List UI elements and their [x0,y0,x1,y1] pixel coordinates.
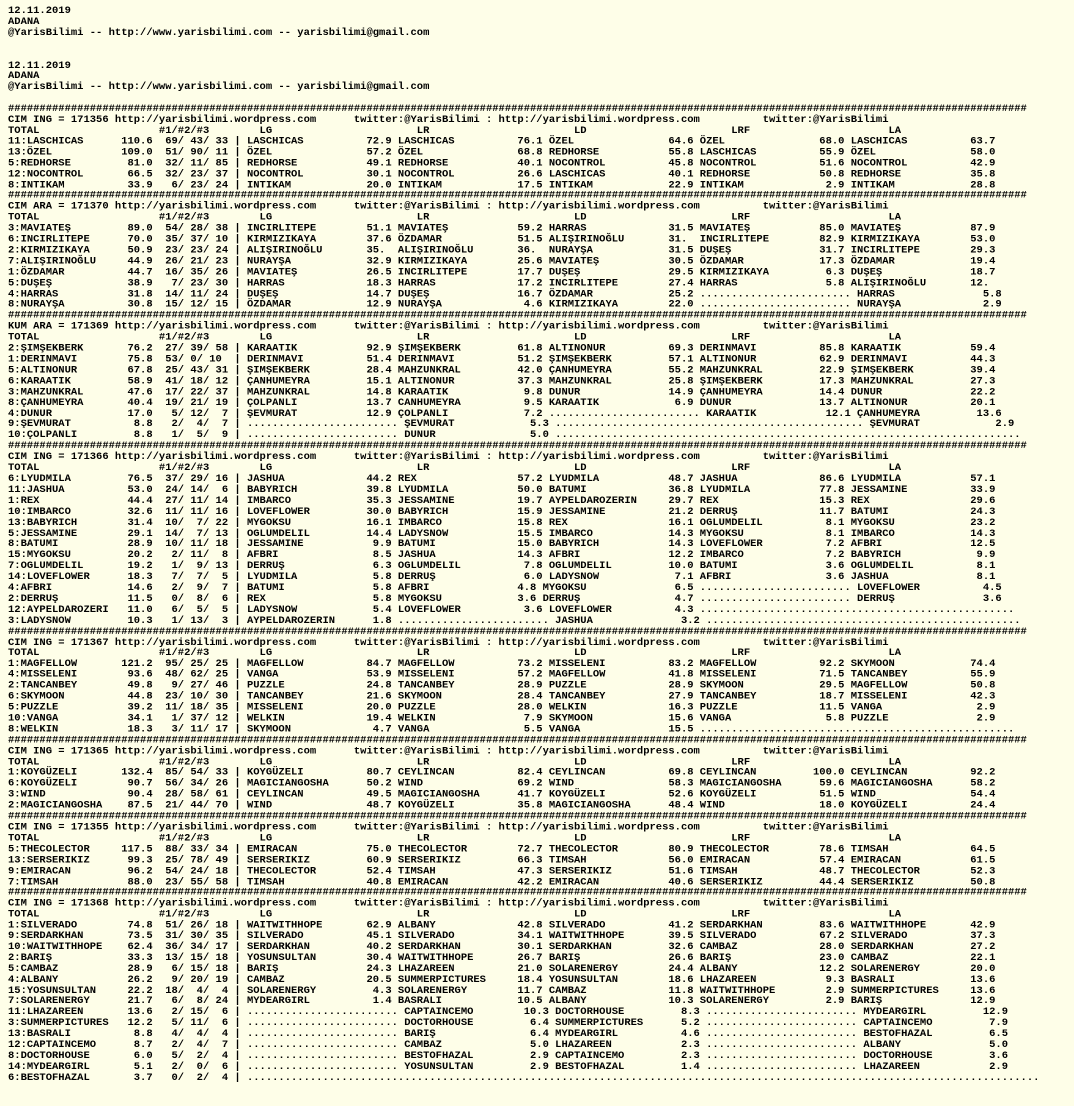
text-line: TOTAL #1/#2/#3 LG LR LD LRF LA [7,331,902,344]
text-line: CIM ING = 171365 http://yarisbilimi.wordpress.com twitter:@YarisBilimi : http://yarisbilimi.wordpress.com twitter:@YarisBilimi [7,745,889,758]
text-line: CIM ING = 171367 http://yarisbilimi.wordpress.com twitter:@YarisBilimi : http://yarisbilimi.wordpress.com twitter:@YarisBilimi [7,636,889,649]
text-line [8,39,1072,50]
text-line: 3:LADYSNOW 10.3 1/ 13/ 3 | AYPELDAROZERIN 1.8 ........................ JASHUA 3.2 .................................................. [7,614,1021,627]
text-line: TOTAL #1/#2/#3 LG LR LD LRF LA [7,647,902,660]
text-line: 14:LOVEFLOWER 18.3 7/ 7/ 5 | LYUDMILA 5.8 DERRUŞ 6.0 LADYSNOW 7.1 AFBRI 3.6 JASHUA 8.1 [7,571,996,584]
text-line: 6:LYUDMILA 76.5 37/ 29/ 16 | JASHUA 44.2 REX 57.2 LYUDMILA 48.7 JASHUA 86.6 LYUDMILA 57.1 [7,473,996,486]
section-divider: ################################################################################################################################################################## [7,190,1027,203]
text-line: 4:ALBANY 26.2 9/ 20/ 19 | CAMBAZ 20.5 SUMMERPICTURES 18.4 YOSUNSULTAN 18.6 LHAZAREEN 9.3 BASRALI 13.6 [7,973,996,986]
text-line: 2:ŞIMŞEKBERK 76.2 27/ 39/ 58 | KARAATIK 92.9 ŞIMŞEKBERK 61.8 ALTINONUR 69.3 DERINMAVI 85.8 KARAATIK 59.4 [7,342,996,355]
text-line: TOTAL #1/#2/#3 LG LR LD LRF LA [7,756,902,769]
text-line: 14:MYDEARGIRL 5.1 2/ 0/ 6 | ........................ YOSUNSULTAN 2.9 BESTOFHAZAL 1.4 ........................ LHAZAREEN 2.9 [7,1060,1008,1073]
text-line: 12:AYPELDAROZERI 11.0 6/ 5/ 5 | LADYSNOW 5.4 LOVEFLOWER 3.6 LOVEFLOWER 4.3 .................................................. [7,603,1015,616]
text-line: 1:MAGFELLOW 121.2 95/ 25/ 25 | MAGFELLOW 84.7 MAGFELLOW 73.2 MISSELENI 83.2 MAGFELLOW 92.2 SKYMOON 74.4 [7,658,996,671]
text-line: 1:SILVERADO 74.8 51/ 26/ 18 | WAITWITHHOPE 62.9 ALBANY 42.8 SILVERADO 41.2 SERDARKHAN 83.6 WAITWITHHOPE 42.9 [7,919,996,932]
text-line: 6:BESTOFHAZAL 3.7 0/ 2/ 4 | .............................................................................................................................. [7,1071,1040,1084]
text-line: ADANA [7,70,40,83]
text-line: CIM ING = 171356 http://yarisbilimi.wordpress.com twitter:@YarisBilimi : http://yarisbilimi.wordpress.com twitter:@YarisBilimi [7,113,889,126]
text-line: 13:BABYRICH 31.4 10/ 7/ 22 | MYGOKSU 16.1 IMBARCO 15.8 REX 16.1 OGLUMDELIL 8.1 MYGOKSU 23.2 [7,516,996,529]
text-line: 3:WIND 90.4 28/ 58/ 61 | CEYLINCAN 49.5 MAGICIANGOSHA 41.7 KOYGÜZELI 52.6 KOYGÜZELI 51.5 WIND 54.4 [7,788,996,801]
text-line: 3:MAHZUNKRAL 47.6 17/ 22/ 37 | MAHZUNKRAL 14.8 KARAATIK 9.8 DUNUR 14.9 ÇANHUMEYRA 14.4 DUNUR 22.2 [7,385,996,398]
text-line: 6:KARAATIK 58.9 41/ 18/ 12 | ÇANHUMEYRA 15.1 ALTINONUR 37.3 MAHZUNKRAL 25.8 ŞIMŞEKBERK 17.3 MAHZUNKRAL 27.3 [7,375,996,388]
text-line: 11:LHAZAREEN 13.6 2/ 15/ 6 | ........................ CAPTAINCEMO 10.3 DOCTORHOUSE 8.3 ........................ MYDEARGIRL 12.9 [7,1006,1008,1019]
text-line: 1:DERINMAVI 75.8 53/ 0/ 10 | DERINMAVI 51.4 DERINMAVI 51.2 ŞIMŞEKBERK 57.1 ALTINONUR 62.9 DERINMAVI 44.3 [7,353,996,366]
text-line: 7:SOLARENERGY 21.7 6/ 8/ 24 | MYDEARGIRL 1.4 BASRALI 10.5 ALBANY 10.3 SOLARENERGY 2.9 BARIŞ 12.9 [7,995,996,1008]
text-line: ADANA [7,15,40,28]
text-line: 2:DERRUŞ 11.5 0/ 8/ 6 | REX 5.8 MYGOKSU 3.6 DERRUŞ 4.7 ........................ DERRUŞ 3.6 [7,592,1002,605]
text-line: 2:BARIŞ 33.3 13/ 15/ 18 | YOSUNSULTAN 30.4 WAITWITHHOPE 26.7 BARIŞ 26.6 BARIŞ 23.0 CAMBAZ 22.1 [7,952,996,965]
text-line: 13:ÖZEL 109.0 51/ 90/ 11 | ÖZEL 57.2 ÖZEL 68.8 REDHORSE 55.8 LASCHICAS 55.9 ÖZEL 58.0 [7,146,996,159]
text-line: 9:ŞEVMURAT 8.8 2/ 4/ 7 | ........................ ŞEVMURAT 5.3 ................................................. ŞEVMURAT 2.9 [7,418,1015,431]
text-line: 8:DOCTORHOUSE 6.0 5/ 2/ 4 | ........................ BESTOFHAZAL 2.9 CAPTAINCEMO 2.3 ........................ DOCTORHOUSE 3.6 [7,1050,1008,1063]
section-divider: ################################################################################################################################################################## [7,625,1027,638]
section-divider: ################################################################################################################################################################## [7,810,1027,823]
text-line: 5:PUZZLE 39.2 11/ 18/ 35 | MISSELENI 20.0 PUZZLE 28.0 WELKIN 16.3 PUZZLE 11.5 VANGA 2.9 [7,701,996,714]
text-line: 13:BASRALI 8.8 4/ 4/ 4 | ........................ BARIŞ 6.4 MYDEARGIRL 4.6 ........................ BESTOFHAZAL 6.5 [7,1028,1008,1041]
text-line: 2:TANCANBEY 49.8 9/ 27/ 46 | PUZZLE 24.8 TANCANBEY 28.9 PUZZLE 28.9 SKYMOON 29.5 MAGFELLOW 50.8 [7,679,996,692]
text-line: 4:AFBRI 14.6 2/ 9/ 7 | BATUMI 5.8 AFBRI 4.8 MYGOKSU 6.5 ........................ LOVEFLOWER 4.5 [7,581,1002,594]
text-line: CIM ING = 171368 http://yarisbilimi.wordpress.com twitter:@YarisBilimi : http://yarisbilimi.wordpress.com twitter:@YarisBilimi [7,897,889,910]
text-line: 5:REDHORSE 81.0 32/ 11/ 85 | REDHORSE 49.1 REDHORSE 40.1 NOCONTROL 45.8 NOCONTROL 51.6 NOCONTROL 42.9 [7,157,996,170]
text-line: KUM ARA = 171369 http://yarisbilimi.wordpress.com twitter:@YarisBilimi : http://yarisbilimi.wordpress.com twitter:@YarisBilimi [7,320,889,333]
text-line: 7:OGLUMDELIL 19.2 1/ 9/ 13 | DERRUŞ 6.3 OGLUMDELIL 7.8 OGLUMDELIL 10.0 BATUMI 3.6 OGLUMDELIL 8.1 [7,560,996,573]
text-line: 7:ALIŞIRINOĞLU 44.9 26/ 21/ 23 | NURAYŞA 32.9 KIRMIZIKAYA 25.6 MAVIATEŞ 30.5 ÖZDAMAR 17.3 ÖZDAMAR 19.4 [7,255,996,268]
section-divider: ################################################################################################################################################################## [7,440,1027,453]
text-line: 8:ÇANHUMEYRA 40.4 19/ 21/ 19 | ÇOLPANLI 13.7 CANHUMEYRA 9.5 KARAATIK 6.9 DUNUR 13.7 ALTINONUR 20.1 [7,396,996,409]
text-line: CIM ING = 171366 http://yarisbilimi.wordpress.com twitter:@YarisBilimi : http://yarisbilimi.wordpress.com twitter:@YarisBilimi [7,451,889,464]
text-line: 6:KOYGÜZELI 90.7 56/ 34/ 26 | MAGICIANGOSHA 50.2 WIND 69.2 WIND 58.3 MAGICIANGOSHA 59.6 MAGICIANGOSHA 58.2 [7,777,996,790]
text-line: 12:CAPTAINCEMO 8.7 2/ 4/ 7 | ........................ CAMBAZ 5.0 LHAZAREEN 2.3 ........................ ALBANY 5.0 [7,1039,1008,1052]
text-line: 10:IMBARCO 32.6 11/ 11/ 16 | LOVEFLOWER 30.0 BABYRICH 15.9 JESSAMINE 21.2 DERRUŞ 11.7 BATUMI 24.3 [7,505,996,518]
text-line: 5:THECOLECTOR 117.5 88/ 33/ 34 | EMIRACAN 75.0 THECOLECTOR 72.7 THECOLECTOR 80.9 THECOLECTOR 78.6 TIMSAH 64.5 [7,843,996,856]
text-line: 13:SERSERIKIZ 99.3 25/ 78/ 49 | SERSERIKIZ 60.9 SERSERIKIZ 66.3 TIMSAH 56.0 EMIRACAN 57.4 EMIRACAN 61.5 [7,854,996,867]
text-line [8,50,1072,61]
section-divider: ################################################################################################################################################################## [7,102,1027,115]
text-line: 9:SERDARKHAN 73.5 31/ 30/ 35 | SILVERADO 45.1 SILVERADO 34.1 WAITWITHHOPE 39.5 SILVERADO 67.2 SILVERADO 37.3 [7,930,996,943]
text-line: 10:ÇOLPANLI 8.8 1/ 5/ 9 | ........................ DUNUR 5.0 .......................................................................... [7,429,1021,442]
text-line: 1:KOYGÜZELI 132.4 85/ 54/ 33 | KOYGÜZELI 80.7 CEYLINCAN 82.4 CEYLINCAN 69.8 CEYLINCAN 100.0 CEYLINCAN 92.2 [7,767,996,779]
text-line: 9:EMIRACAN 96.2 54/ 24/ 18 | THECOLECTOR 52.4 TIMSAH 47.3 SERSERIKIZ 51.6 TIMSAH 48.7 THECOLECTOR 52.3 [7,864,996,877]
text-line: 12.11.2019 [7,4,71,17]
text-line: 6:SKYMOON 44.8 23/ 10/ 30 | TANCANBEY 21.6 SKYMOON 28.4 TANCANBEY 27.9 TANCANBEY 18.7 MISSELENI 42.3 [7,690,996,703]
text-line: 5:CAMBAZ 28.9 6/ 15/ 18 | BARIŞ 24.3 LHAZAREEN 21.0 SOLARENERGY 24.4 ALBANY 12.2 SOLARENERGY 20.0 [7,962,996,975]
text-line: @YarisBilimi -- http://www.yarisbilimi.com -- yarisbilimi@gmail.com [7,81,430,94]
section-divider: ################################################################################################################################################################## [7,309,1027,322]
text-line: 15:MYGOKSU 20.2 2/ 11/ 8 | AFBRI 8.5 JASHUA 14.3 AFBRI 12.2 IMBARCO 7.2 BABYRICH 9.9 [7,549,996,562]
text-line: @YarisBilimi -- http://www.yarisbilimi.com -- yarisbilimi@gmail.com [7,26,430,39]
text-line: 11:LASCHICAS 110.6 69/ 43/ 33 | LASCHICAS 72.9 LASCHICAS 76.1 ÖZEL 64.6 ÖZEL 68.0 LASCHICAS 63.7 [7,135,996,148]
text-line: 6:INCIRLITEPE 70.0 35/ 37/ 10 | KIRMIZIKAYA 37.6 ÖZDAMAR 51.5 ALIŞIRINOĞLU 31. INCIRLITEPE 82.9 KIRMIZIKAYA 53.0 [7,233,996,246]
text-line: 11:JASHUA 53.0 24/ 14/ 6 | BABYRICH 39.8 LYUDMILA 50.0 BATUMI 36.8 LYUDMILA 77.8 JESSAMINE 33.9 [7,483,996,496]
text-line: 5:JESSAMINE 29.1 14/ 7/ 13 | OGLUMDELIL 14.4 LADYSNOW 15.5 IMBARCO 14.3 MYGOKSU 8.1 IMBARCO 14.3 [7,527,996,540]
text-line: TOTAL #1/#2/#3 LG LR LD LRF LA [7,908,902,921]
text-line: 8:BATUMI 28.9 10/ 11/ 18 | JESSAMINE 9.9 BATUMI 15.0 BABYRICH 14.3 LOVEFLOWER 7.2 AFBRI 12.5 [7,538,996,551]
text-line: TOTAL #1/#2/#3 LG LR LD LRF LA [7,211,902,224]
text-line: 5:DUŞEŞ 38.9 7/ 23/ 30 | HARRAS 18.3 HARRAS 17.2 INCIRLITEPE 27.4 HARRAS 5.8 ALIŞIRINOĞLU 12. [7,277,990,290]
text-line: 15:YOSUNSULTAN 22.2 18/ 4/ 4 | SOLARENERGY 4.3 SOLARENERGY 11.7 CAMBAZ 11.8 WAITWITHHOPE 2.9 SUMMERPICTURES 13.6 [7,984,996,997]
text-line: 10:WAITWITHHOPE 62.4 36/ 34/ 17 | SERDARKHAN 40.2 SERDARKHAN 30.1 SERDARKHAN 32.6 CAMBAZ 28.0 SERDARKHAN 27.2 [7,941,996,954]
text-line: TOTAL #1/#2/#3 LG LR LD LRF LA [7,832,902,845]
text-line: CIM ARA = 171370 http://yarisbilimi.wordpress.com twitter:@YarisBilimi : http://yarisbilimi.wordpress.com twitter:@YarisBilimi [7,200,889,213]
text-line: 12:NOCONTROL 66.5 32/ 23/ 37 | NOCONTROL 30.1 NOCONTROL 26.6 LASCHICAS 40.1 REDHORSE 50.8 REDHORSE 35.8 [7,168,996,181]
text-line: CIM ING = 171355 http://yarisbilimi.wordpress.com twitter:@YarisBilimi : http://yarisbilimi.wordpress.com twitter:@YarisBilimi [7,821,889,834]
text-line: 1:ÖZDAMAR 44.7 16/ 35/ 26 | MAVIATEŞ 26.5 INCIRLITEPE 17.7 DUŞEŞ 29.5 KIRMIZIKAYA 6.3 DUŞEŞ 18.7 [7,266,996,279]
section-divider: ################################################################################################################################################################## [7,886,1027,899]
text-line: 4:HARRAS 31.8 14/ 11/ 24 | DUŞEŞ 14.7 DUŞEŞ 16.7 ÖZDAMAR 25.2 ........................ HARRAS 5.8 [7,288,1002,301]
text-line: 4:DUNUR 17.0 5/ 12/ 7 | ŞEVMURAT 12.9 ÇOLPANLI 7.2 ........................ KARAATIK 12.1 ÇANHUMEYRA 13.6 [7,407,1002,420]
text-line: 8:INTIKAM 33.9 6/ 23/ 24 | INTIKAM 20.0 INTIKAM 17.5 INTIKAM 22.9 INTIKAM 2.9 INTIKAM 28.8 [7,179,996,192]
text-line: 3:MAVIATEŞ 89.0 54/ 28/ 38 | INCIRLITEPE 51.1 MAVIATEŞ 59.2 HARRAS 31.5 MAVIATEŞ 85.0 MAVIATEŞ 87.9 [7,222,996,235]
text-line: 4:MISSELENI 93.6 48/ 62/ 25 | VANGA 53.9 MISSELENI 57.2 MAGFELLOW 41.8 MISSELENI 71.5 TANCANBEY 55.9 [7,669,996,682]
text-line: 2:KIRMIZIKAYA 50.9 23/ 23/ 24 | ALIŞIRINOĞLU 35. ALIŞIRINOĞLU 36. NURAYŞA 31.5 DUŞEŞ 31.7 INCIRLITEPE 29.3 [7,244,996,257]
text-line: 12.11.2019 [7,59,71,72]
text-line: TOTAL #1/#2/#3 LG LR LD LRF LA [7,124,902,137]
text-line: TOTAL #1/#2/#3 LG LR LD LRF LA [7,462,902,475]
text-line: 7:TIMSAH 88.0 23/ 55/ 58 | TIMSAH 40.8 EMIRACAN 42.2 EMIRACAN 40.6 SERSERIKIZ 44.4 SERSERIKIZ 50.8 [7,875,996,888]
text-line: 8:WELKIN 18.3 3/ 11/ 17 | SKYMOON 4.7 VANGA 5.5 VANGA 15.5 .................................................. [7,723,1015,736]
text-line: 8:NURAYŞA 30.8 15/ 12/ 15 | ÖZDAMAR 12.9 NURAYŞA 4.6 KIRMIZIKAYA 22.0 ........................ NURAYŞA 2.9 [7,298,1002,311]
text-line: 10:VANGA 34.1 1/ 37/ 12 | WELKIN 19.4 WELKIN 7.9 SKYMOON 15.6 VANGA 5.8 PUZZLE 2.9 [7,712,996,725]
text-line: 5:ALTINONUR 67.8 25/ 43/ 31 | ŞIMŞEKBERK 28.4 MAHZUNKRAL 42.0 ÇANHUMEYRA 55.2 MAHZUNKRAL 22.9 ŞIMŞEKBERK 39.4 [7,364,996,377]
text-line: 1:REX 44.4 27/ 11/ 14 | IMBARCO 35.3 JESSAMINE 19.7 AYPELDAROZERIN 29.7 REX 15.3 REX 29.6 [7,494,996,507]
text-line: 3:SUMMERPICTURES 12.2 5/ 11/ 6 | ........................ DOCTORHOUSE 6.4 SUMMERPICTURES 5.2 ........................ CAPTAINCEMO 7.9 [7,1017,1008,1030]
text-line: 2:MAGICIANGOSHA 87.5 21/ 44/ 70 | WIND 48.7 KOYGÜZELI 35.8 MAGICIANGOSHA 48.4 WIND 18.0 KOYGÜZELI 24.4 [7,799,996,812]
section-divider: ################################################################################################################################################################## [7,734,1027,747]
